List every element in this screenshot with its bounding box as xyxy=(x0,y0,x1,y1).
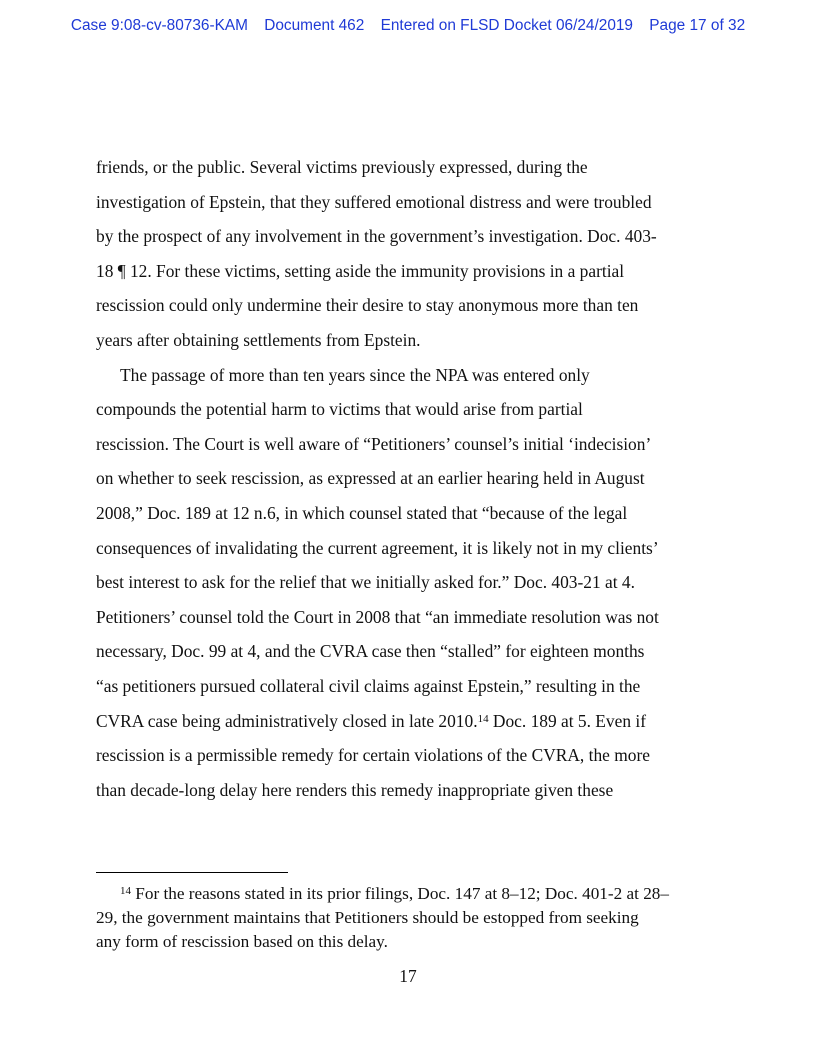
body-line: on whether to seek rescission, as expressed at an earlier hearing held in August xyxy=(96,468,645,489)
case-number: Case 9:08-cv-80736-KAM xyxy=(70,17,248,34)
footnote-line-text: For the reasons stated in its prior filings, Doc. 147 at 8–12; Doc. 401-2 at 28– xyxy=(131,884,669,903)
page-number: 17 xyxy=(399,966,417,986)
footnote-marker: 14 xyxy=(120,885,131,897)
footnote-line: 29, the government maintains that Petitioners should be estopped from seeking xyxy=(96,908,639,927)
body-line: rescission could only undermine their desire to stay anonymous more than ten xyxy=(96,295,639,316)
body-line: The passage of more than ten years since the NPA was entered only xyxy=(120,364,590,385)
body-line: 18 ¶ 12. For these victims, setting aside the immunity provisions in a partial xyxy=(96,260,625,281)
footnote-reference: 14 xyxy=(477,712,489,725)
body-line xyxy=(96,711,646,732)
page-of-pages: Page 17 of 32 xyxy=(649,17,746,34)
body-line: rescission is a permissible remedy for certain violations of the CVRA, the more xyxy=(96,745,650,766)
body-line-text: Doc. 189 at 5. Even if xyxy=(488,710,647,731)
footnote-divider xyxy=(96,872,288,873)
body-line-text: CVRA case being administratively closed in late 2010. xyxy=(96,710,478,731)
body-line: 2008,” Doc. 189 at 12 n.6, in which counsel stated that “because of the legal xyxy=(96,503,628,523)
body-line: Petitioners’ counsel told the Court in 2008 that “an immediate resolution was not xyxy=(96,606,659,627)
body-line: years after obtaining settlements from Epstein. xyxy=(96,330,421,350)
document-number: Document 462 xyxy=(264,17,365,34)
body-line: than decade-long delay here renders this remedy inappropriate given these xyxy=(96,779,614,800)
body-line: consequences of invalidating the current agreement, it is likely not in my clients’ xyxy=(96,537,659,558)
body-line: necessary, Doc. 99 at 4, and the CVRA case then “stalled” for eighteen months xyxy=(96,641,645,662)
body-line: friends, or the public. Several victims previously expressed, during the xyxy=(96,157,588,177)
body-line: “as petitioners pursued collateral civil claims against Epstein,” resulting in the xyxy=(96,676,641,696)
body-line: by the prospect of any involvement in the government’s investigation. Doc. 403- xyxy=(96,226,657,247)
body-line: best interest to ask for the relief that we initially asked for.” Doc. 403-21 at 4. xyxy=(96,572,635,593)
docket-entry-date: Entered on FLSD Docket 06/24/2019 xyxy=(380,17,633,34)
body-line: rescission. The Court is well aware of “Petitioners’ counsel’s initial ‘indecision’ xyxy=(96,433,652,454)
footnote-line xyxy=(120,884,669,904)
footnote-line: any form of rescission based on this delay. xyxy=(96,932,388,951)
docket-header xyxy=(0,17,816,35)
body-line: investigation of Epstein, that they suffered emotional distress and were troubled xyxy=(96,191,652,212)
body-line: compounds the potential harm to victims that would arise from partial xyxy=(96,399,583,420)
